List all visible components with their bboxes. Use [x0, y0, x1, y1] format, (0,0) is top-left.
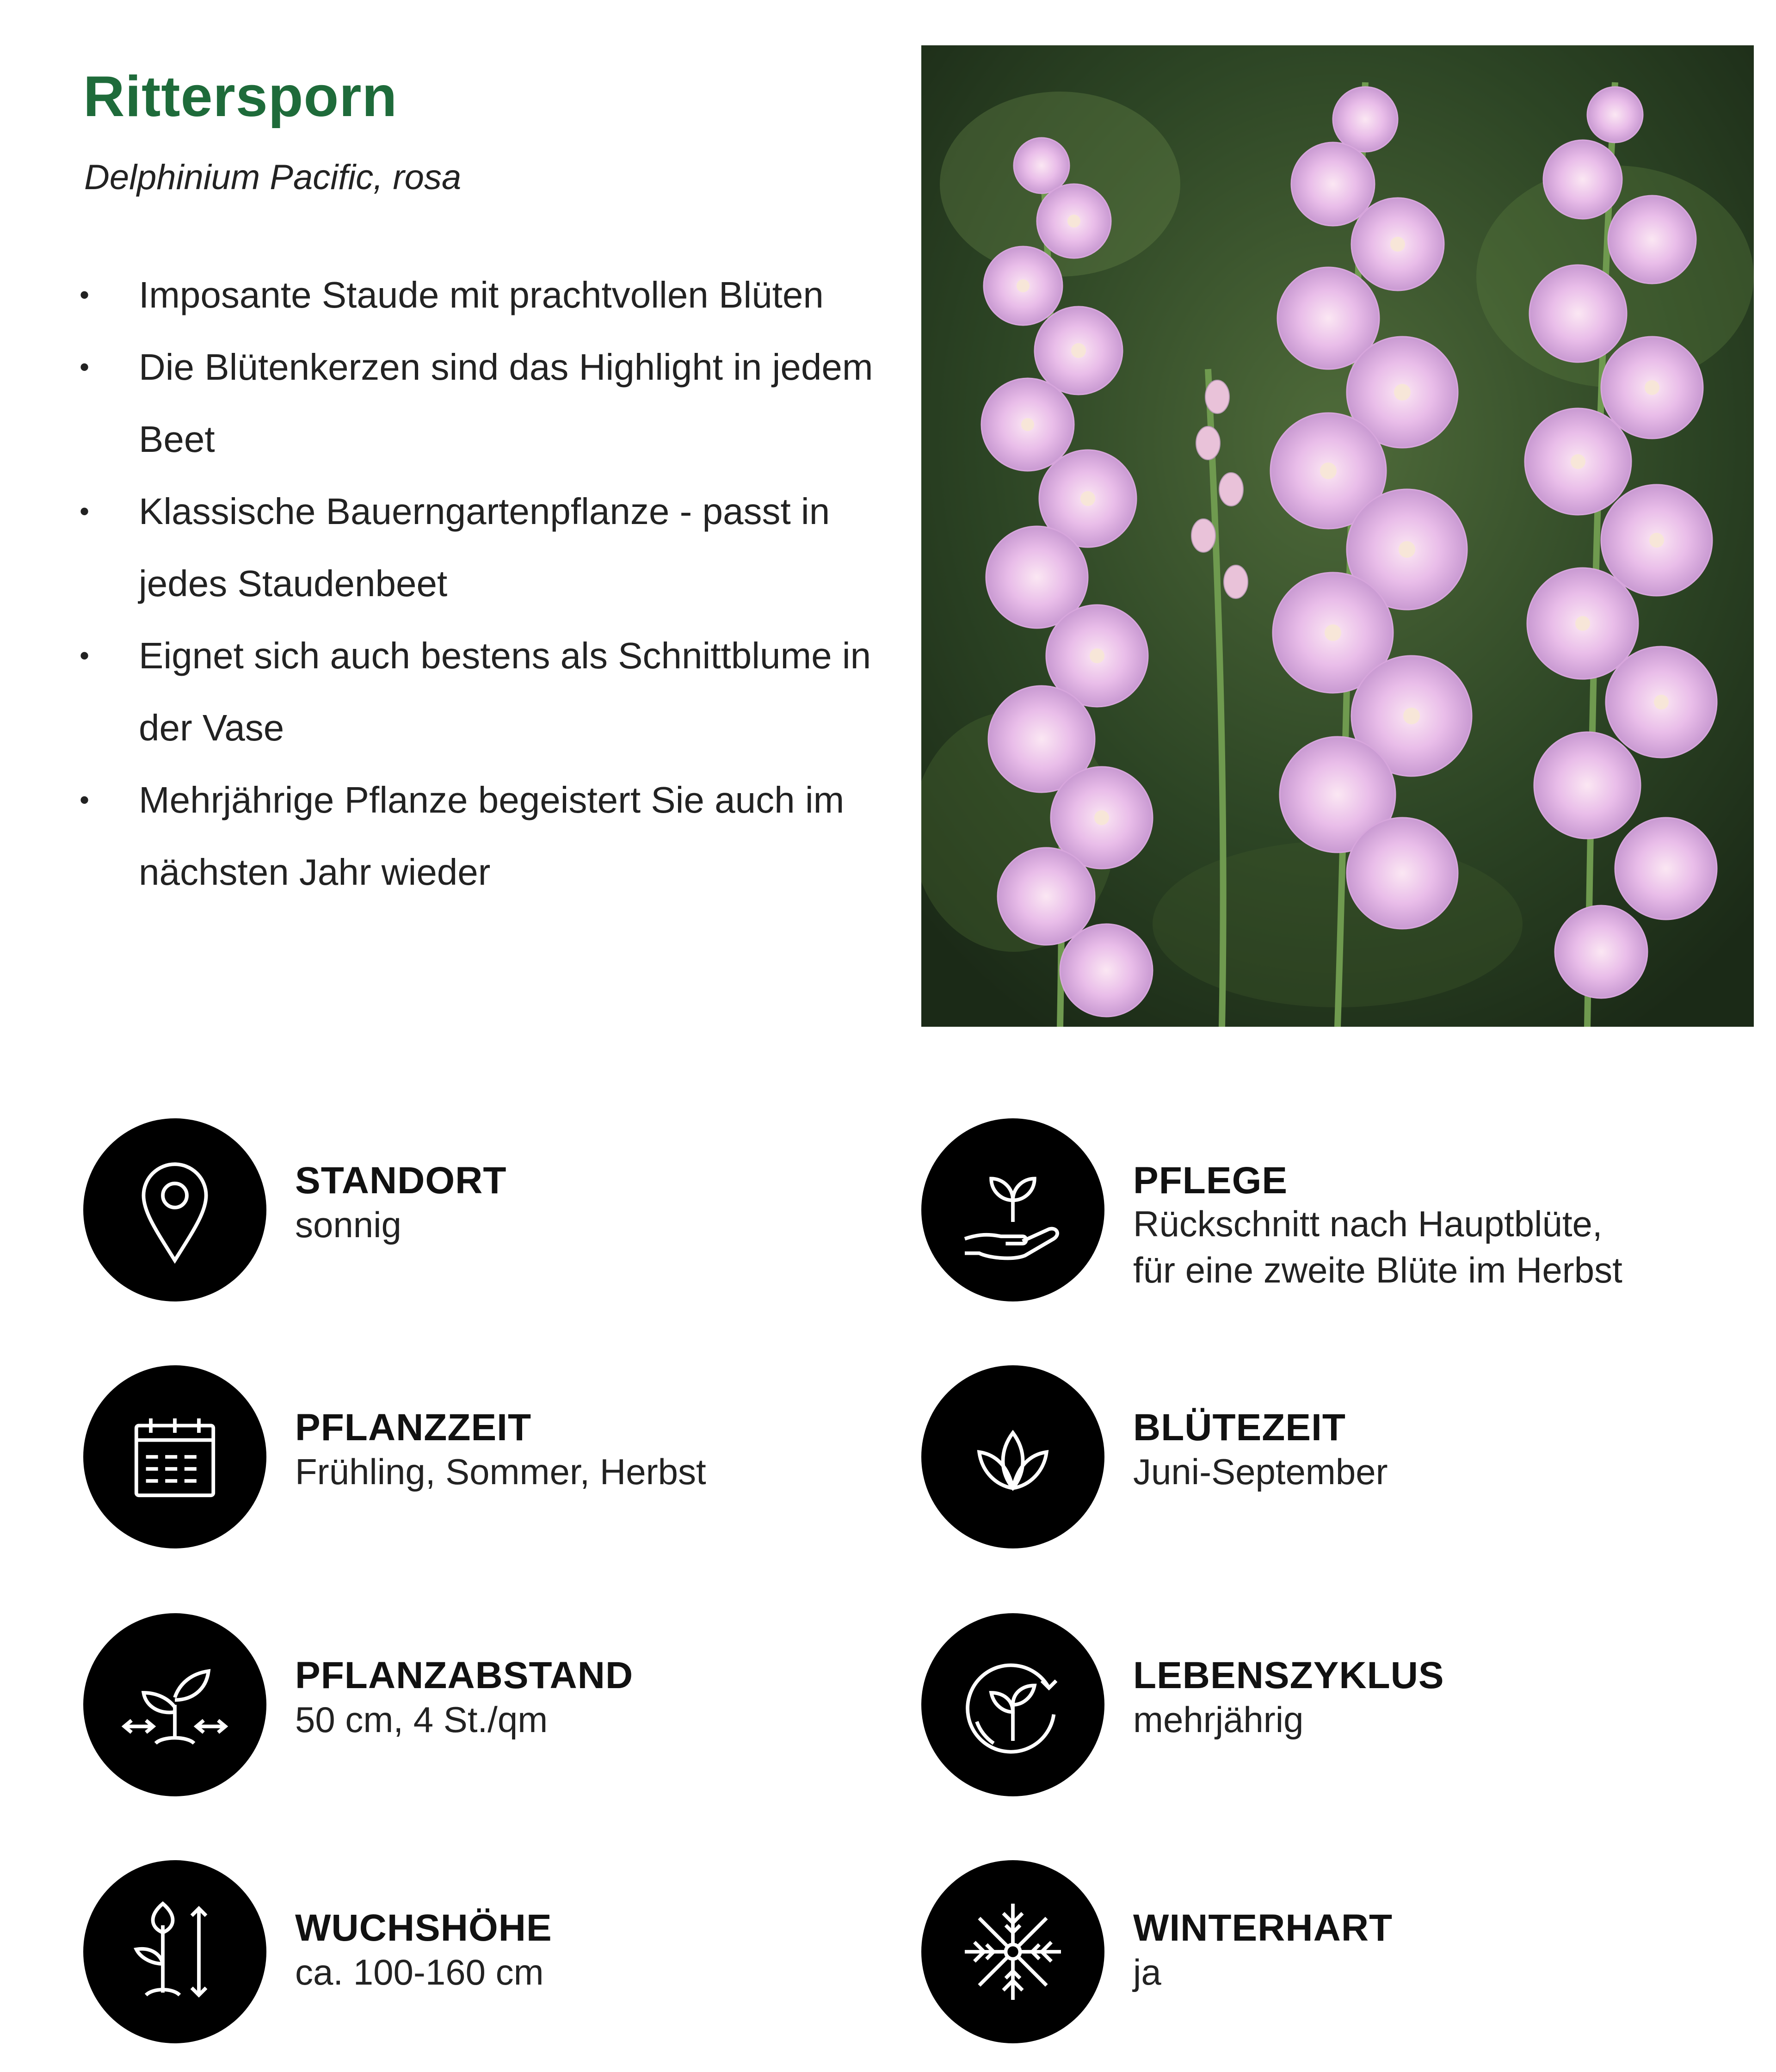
lotus-flower-icon — [921, 1365, 1104, 1548]
plant-height-icon — [83, 1860, 266, 2043]
snowflake-icon — [921, 1860, 1104, 2043]
bullet-dot-icon: • — [80, 640, 90, 671]
feature-label: PFLEGE — [1133, 1159, 1288, 1202]
feature-value: ca. 100-160 cm — [295, 1952, 544, 1992]
calendar-icon — [83, 1365, 266, 1548]
feature-label: BLÜTEZEIT — [1133, 1406, 1346, 1449]
bullet-item: • Die Blütenkerzen sind das Highlight in jedem Beet — [74, 331, 888, 475]
delphinium-photo-illustration — [921, 45, 1754, 1027]
feature-pflanzabstand — [83, 1613, 870, 1798]
feature-wuchshoehe — [83, 1860, 870, 2045]
feature-label: STANDORT — [295, 1159, 507, 1202]
feature-label: LEBENSZYKLUS — [1133, 1654, 1444, 1696]
bullet-item: • Eignet sich auch bestens als Schnittblume in der Vase — [74, 620, 888, 764]
feature-value: Rückschnitt nach Hauptblüte, für eine zweite Blüte im Herbst — [1133, 1203, 1622, 1290]
feature-label: WUCHSHÖHE — [295, 1907, 552, 1949]
bullet-dot-icon: • — [80, 279, 90, 310]
feature-value: ja — [1133, 1952, 1161, 1992]
feature-value: 50 cm, 4 St./qm — [295, 1699, 548, 1740]
hand-seedling-icon — [921, 1118, 1104, 1301]
feature-bullet-list — [74, 259, 888, 908]
bullet-item: • Mehrjährige Pflanze begeistert Sie auch im nächsten Jahr wieder — [74, 764, 888, 908]
feature-pflege — [921, 1118, 1708, 1303]
feature-lebenszyklus — [921, 1613, 1708, 1798]
bullet-item: • Imposante Staude mit prachtvollen Blüten — [74, 259, 888, 331]
product-subtitle: Delphinium Pacific, rosa — [84, 158, 462, 197]
feature-pflanzzeit — [83, 1365, 870, 1550]
feature-label: WINTERHART — [1133, 1907, 1393, 1949]
product-title: Rittersporn — [83, 65, 398, 129]
feature-value: Juni-September — [1133, 1451, 1388, 1492]
bullet-dot-icon: • — [80, 352, 90, 382]
feature-value: sonnig — [295, 1204, 401, 1245]
location-pin-icon — [83, 1118, 266, 1301]
bullet-dot-icon: • — [80, 784, 90, 815]
feature-standort — [83, 1118, 870, 1303]
bullet-item: • Klassische Bauerngartenpflanze - passt in jedes Staudenbeet — [74, 475, 888, 620]
feature-winterhart — [921, 1860, 1708, 2045]
feature-label: PFLANZABSTAND — [295, 1654, 634, 1696]
product-photo — [921, 45, 1754, 1027]
feature-value: mehrjährig — [1133, 1699, 1304, 1740]
plant-spacing-icon — [83, 1613, 266, 1796]
bullet-dot-icon: • — [80, 496, 90, 527]
feature-label: PFLANZZEIT — [295, 1406, 532, 1449]
feature-bluetezeit — [921, 1365, 1708, 1550]
life-cycle-icon — [921, 1613, 1104, 1796]
feature-value: Frühling, Sommer, Herbst — [295, 1451, 706, 1492]
